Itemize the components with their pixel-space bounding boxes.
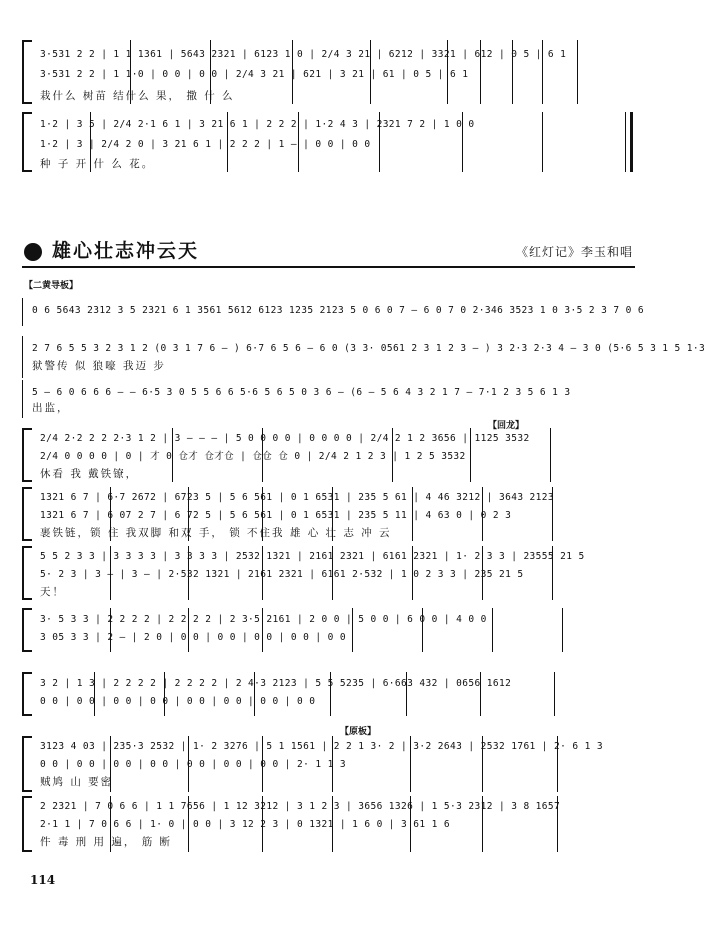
lyric-line: 狱警传 似 狼嚎 我迈 步 bbox=[32, 360, 166, 372]
score-system-top-1 bbox=[22, 40, 637, 104]
system-brace bbox=[22, 428, 32, 482]
system-brace bbox=[22, 546, 32, 600]
page-number: 114 bbox=[30, 873, 56, 887]
bullet-icon bbox=[24, 243, 42, 261]
notation-lower: 2/4 0 0 0 0 | 0 | 才 0 仓才 仓才仓 | 仓仓 仓 0 | 2/4 2 1 2 3 | 1 2 5 3532 bbox=[40, 451, 466, 462]
score-system-7 bbox=[22, 796, 637, 852]
notation-line: 5 — 6 0 6 6 6 — — 6·5 3 0 5 5 6 6 5·6 5 6 5 0 3 6 — (6 — 5 6 4 3 2 1 7 — 7·1 2 3 5 6 1 3 bbox=[32, 387, 571, 398]
attribution: 《红灯记》李玉和唱 bbox=[515, 245, 633, 259]
lyric-line: 天！ bbox=[40, 586, 65, 598]
system-brace bbox=[22, 40, 32, 104]
section-label-huilong: 【回龙】 bbox=[488, 421, 525, 431]
system-brace bbox=[22, 736, 32, 792]
notation-upper: 3·531 2 2 | 1 1 1361 | 5643 2321 | 6123 1 0 | 2/4 3 21 | 6212 | 3321 | 612 | 0 5 | 6 1 bbox=[40, 49, 567, 60]
start-barline bbox=[22, 336, 23, 378]
section-label-yuanban: 【原板】 bbox=[340, 727, 377, 737]
lyric-line: 栽什么 树苗 结什么 果， 撒 什 么 bbox=[40, 90, 235, 102]
score-system-2 bbox=[22, 487, 637, 541]
score-system-3 bbox=[22, 546, 637, 600]
notation-upper: 3· 5 3 3 | 2 2 2 2 | 2 2 2 2 | 2 3·5 2161 | 2 0 0 | 5 0 0 | 6 0 0 | 4 0 0 bbox=[40, 614, 487, 625]
start-barline bbox=[22, 380, 23, 418]
title-rule bbox=[22, 266, 635, 268]
score-system-5 bbox=[22, 672, 637, 716]
notation-lower: 3·531 2 2 | 1 1·0 | 0 0 | 0 0 | 2/4 3 21 | 621 | 3 21 | 61 | 0 5 | 6 1 bbox=[40, 69, 469, 80]
notation-upper: 3 2 | 1 3 | 2 2 2 2 | 2 2 2 2 | 2 4·3 2123 | 5 5 5235 | 6·663 432 | 0656 1612 bbox=[40, 678, 512, 689]
notation-upper: 2 2321 | 7 0 6 6 | 1 1 7656 | 1 12 3212 | 3 1 2 3 | 3656 1326 | 1 5·3 2312 | 3 8 1657 bbox=[40, 801, 561, 812]
system-brace bbox=[22, 608, 32, 652]
system-brace bbox=[22, 796, 32, 852]
score-system-top-2 bbox=[22, 112, 637, 172]
lyric-line: 出监， bbox=[32, 402, 70, 414]
system-brace bbox=[22, 112, 32, 172]
score-system-1 bbox=[22, 428, 637, 482]
notation-lower: 5· 2 3 | 3 — | 3 — | 2·532 1321 | 2161 2321 | 6161 2·532 | 1 0 2 3 3 | 235 21 5 bbox=[40, 569, 524, 580]
notation-lower: 3 05 3 3 | 2 — | 2 0 | 0 0 | 0 0 | 0 0 | 0 0 | 0 0 bbox=[40, 632, 346, 643]
notation-lower: 0 0 | 0 0 | 0 0 | 0 0 | 0 0 | 0 0 | 0 0 | 0 0 bbox=[40, 696, 316, 707]
notation-lower: 2·1 1 | 7 0 6 6 | 1· 0 | 0 0 | 3 12 2 3 | 0 1321 | 1 6 0 | 3 61 1 6 bbox=[40, 819, 451, 830]
section-label-erhuang: 【二黄导板】 bbox=[24, 281, 79, 291]
system-brace bbox=[22, 672, 32, 716]
lyric-line: 贼鸠 山 要密 bbox=[40, 776, 114, 788]
start-barline bbox=[22, 298, 23, 326]
system-brace bbox=[22, 487, 32, 541]
notation-upper: 1·2 | 3 5 | 2/4 2·1 6 1 | 3 21 6 1 | 2 2 2 | 1·2 4 3 | 2321 7 2 | 1 0 0 bbox=[40, 119, 475, 130]
notation-line: 0 6 5643 2312 3 5 2321 6 1 3561 5612 6123 1235 2123 5 0 6 0 7 — 6 0 7 0 2·346 3523 1 0 3·5 2 3 7 0 6 bbox=[32, 305, 644, 316]
score-system-4 bbox=[22, 608, 637, 652]
lyric-line: 件 毒 刑 用 遍， 筋 断 bbox=[40, 836, 173, 848]
lyric-line: 休看 我 戴铁镣， bbox=[40, 468, 139, 480]
notation-lower: 1·2 | 3 | 2/4 2 0 | 3 21 6 1 | 2 2 2 | 1 — | 0 0 | 0 0 bbox=[40, 139, 371, 150]
lyric-line: 种 子 开 什 么 花。 bbox=[40, 158, 155, 170]
score-line-2 bbox=[22, 336, 705, 378]
notation-line: 2 7 6 5 5 3 2 3 1 2 (0 3 1 7 6 — ) 6·7 6 5 6 — 6 0 (3 3· 0561 2 3 1 2 3 — ) 3 2·3 2·3 4 — 3 0 (5·6 5 3 1 5 1·3 bbox=[32, 343, 705, 354]
score-line-3 bbox=[22, 380, 637, 418]
lyric-line: 裹铁链，锁 住 我双脚 和双 手， 锁 不住我 雄 心 壮 志 冲 云 bbox=[40, 527, 392, 539]
notation-upper: 1321 6 7 | 6·7 2672 | 6723 5 | 5 6 561 | 0 1 6531 | 235 5 61 | 4 46 3212 | 3643 2123 bbox=[40, 492, 555, 503]
notation-upper: 2/4 2·2 2 2 2·3 1 2 | 3 — — — | 5 0 0 0 0 | 0 0 0 0 | 2/4 2 1 2 3656 | 1125 3532 bbox=[40, 433, 530, 444]
score-system-6 bbox=[22, 736, 637, 792]
notation-lower: 1321 6 7 | 6 07 2 7 | 6 72 5 | 5 6 561 | 0 1 6531 | 235 5 11 | 4 63 0 | 0 2 3 bbox=[40, 510, 512, 521]
score-line-1 bbox=[22, 298, 644, 326]
song-title: 雄心壮志冲云天 bbox=[52, 240, 200, 262]
notation-lower: 0 0 | 0 0 | 0 0 | 0 0 | 0 0 | 0 0 | 0 0 | 2· 1 1 3 bbox=[40, 759, 346, 770]
notation-upper: 5 5 2 3 3 | 3 3 3 3 | 3 3 3 3 | 2532 1321 | 2161 2321 | 6161 2321 | 1· 2 3 3 | 23555 21 5 bbox=[40, 551, 585, 562]
notation-upper: 3123 4 03 | 235·3 2532 | 1· 2 3276 | 5 1 1561 | 2 2 1 3· 2 | 3·2 2643 | 2532 1761 | 2· 6 1 3 bbox=[40, 741, 603, 752]
